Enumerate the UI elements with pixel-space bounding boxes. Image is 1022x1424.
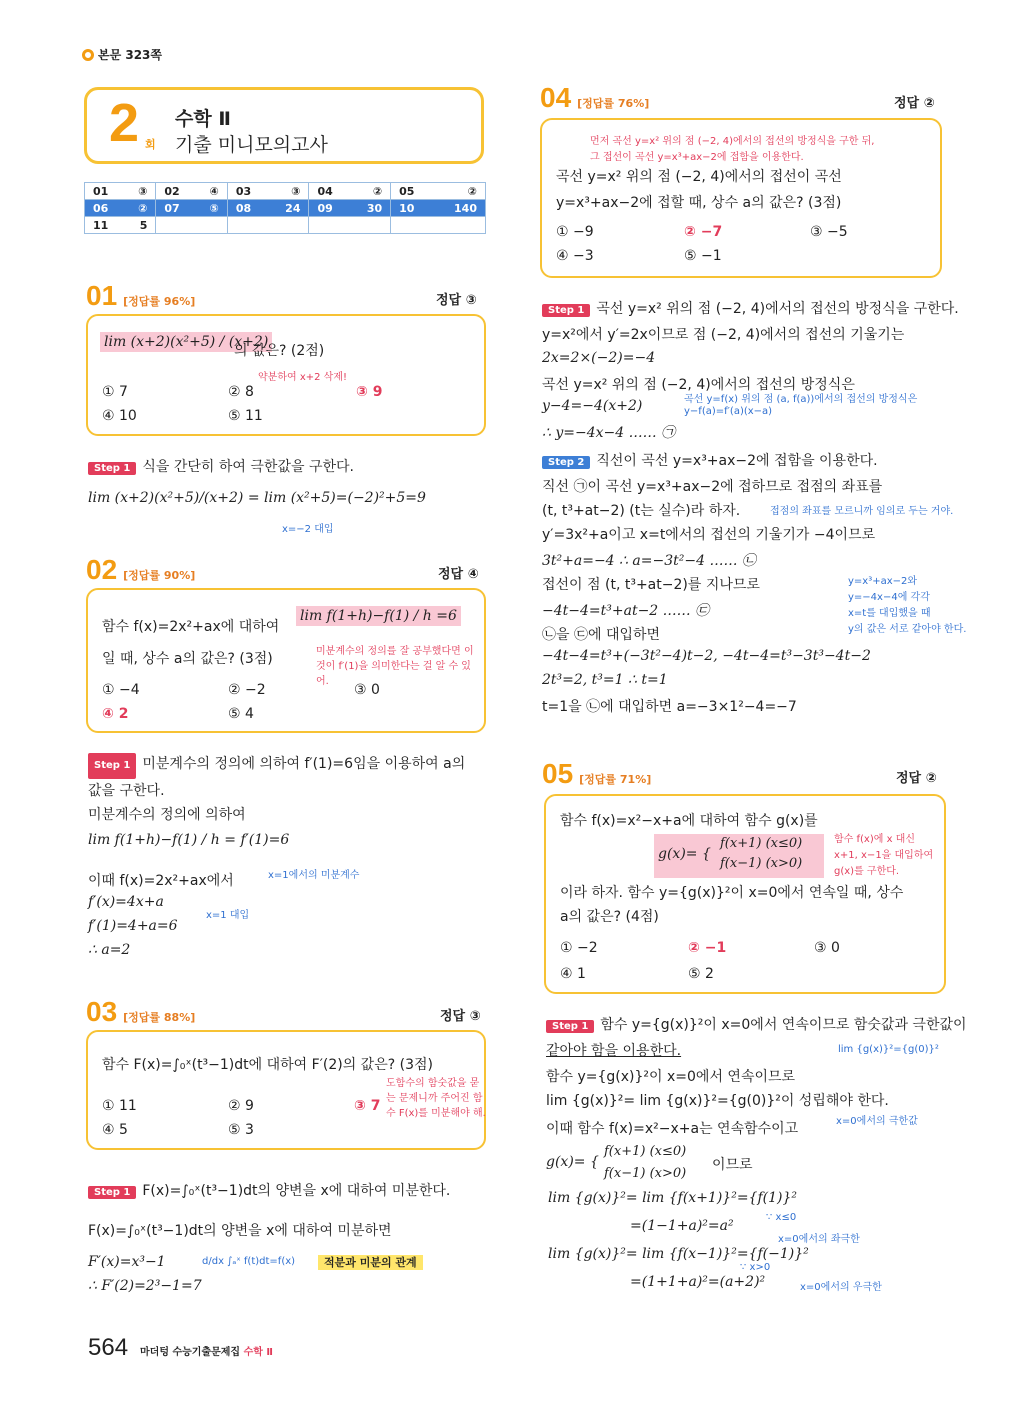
solution-line: F(x)=∫₀ˣ(t³−1)dt의 양변을 x에 대하여 미분하면 bbox=[88, 1223, 392, 1239]
limit-expression: lim f(1+h)−f(1) / h =6 bbox=[296, 606, 461, 626]
solution-line: 2x=2×(−2)=−4 bbox=[542, 350, 656, 366]
page-reference bbox=[82, 46, 162, 63]
step-heading: Step 1 미분계수의 정의에 의하여 f′(1)=6임을 이용하여 a의 값을 구한다. bbox=[88, 752, 478, 803]
answer-label: 정답 ③ bbox=[436, 293, 477, 308]
solution-line: y−4=−4(x+2) bbox=[542, 398, 643, 414]
answer-cell: 01 ③ bbox=[85, 183, 156, 200]
step-heading: Step 1 곡선 y=x² 위의 점 (−2, 4)에서의 접선의 방정식을 구한다. bbox=[542, 298, 959, 318]
answer-cell bbox=[156, 217, 227, 234]
solution-note: 접점의 좌표를 모르니까 임의로 두는 거야. bbox=[770, 506, 954, 517]
question-box-02 bbox=[86, 588, 486, 733]
question-text: 곡선 y=x² 위의 점 (−2, 4)에서의 접선이 곡선 bbox=[556, 169, 842, 185]
hint-note: 함수 f(x)에 x 대신 bbox=[834, 834, 915, 845]
option[interactable]: ③ −5 bbox=[810, 224, 848, 240]
limit-expression: lim (x+2)(x²+5) / (x+2) bbox=[100, 332, 272, 352]
solution-note: lim {g(x)}²={g(0)}² bbox=[838, 1044, 939, 1055]
step-badge: Step 1 bbox=[88, 753, 136, 779]
solution-line: 2t³=2, t³=1 ∴ t=1 bbox=[542, 672, 668, 688]
option[interactable]: ⑤ 4 bbox=[228, 706, 254, 722]
step-badge: Step 2 bbox=[542, 456, 590, 469]
solution-line: 이므로 bbox=[712, 1157, 753, 1173]
answer-cell: 10 140 bbox=[391, 200, 486, 217]
option-correct[interactable]: ② −7 bbox=[684, 224, 723, 240]
solution-line: 접선이 점 (t, t³+at−2)를 지나므로 bbox=[542, 577, 760, 593]
step-heading: Step 2 직선이 곡선 y=x³+ax−2에 접함을 이용한다. bbox=[542, 450, 878, 470]
answer-cell: 05 ② bbox=[391, 183, 486, 200]
step-badge: Step 1 bbox=[88, 462, 136, 475]
answer-table bbox=[84, 182, 486, 234]
gx-case-2: f(x−1) (x>0) bbox=[720, 856, 803, 871]
solution-line: lim f(1+h)−f(1) / h = f′(1)=6 bbox=[88, 832, 290, 848]
solution-line: ∴ F′(2)=2³−1=7 bbox=[88, 1278, 202, 1294]
solution-line: ㉡을 ㉢에 대입하면 bbox=[542, 627, 661, 643]
answer-cell bbox=[309, 217, 391, 234]
solution-note: x=0에서의 좌극한 bbox=[778, 1234, 860, 1245]
solution-line: =(1+1+a)²=(a+2)² bbox=[630, 1274, 766, 1290]
option[interactable]: ④ −3 bbox=[556, 248, 594, 264]
question-text: 함수 F(x)=∫₀ˣ(t³−1)dt에 대하여 F′(2)의 값은? (3점) bbox=[102, 1057, 433, 1073]
solution-line: F′(x)=x³−1 bbox=[88, 1254, 166, 1270]
option[interactable]: ③ 0 bbox=[354, 682, 380, 698]
solution-line: lim (x+2)(x²+5)/(x+2) = lim (x²+5)=(−2)²+5=9 bbox=[88, 490, 426, 506]
solution-line: 미분계수의 정의에 의하여 bbox=[88, 807, 246, 823]
solution-note: y=x³+ax−2와 bbox=[848, 576, 918, 587]
step-heading: Step 1 F(x)=∫₀ˣ(t³−1)dt의 양변을 x에 대하여 미분한다. bbox=[88, 1180, 450, 1200]
page-number: 564 bbox=[88, 1334, 129, 1361]
question-number: 01 bbox=[86, 280, 118, 311]
solution-line: lim {g(x)}²= lim {f(x+1)}²={f(1)}² bbox=[548, 1190, 797, 1206]
solution-note: ∵ x>0 bbox=[740, 1262, 771, 1273]
answer-cell bbox=[391, 217, 486, 234]
question-header-05: 05 [정답률 71%] bbox=[542, 758, 652, 789]
answer-label: 정답 ③ bbox=[440, 1009, 481, 1024]
answer-cell: 04 ② bbox=[309, 183, 391, 200]
solution-note: x=t를 대입했을 때 bbox=[848, 608, 931, 619]
option[interactable]: ④ 5 bbox=[102, 1122, 128, 1138]
option[interactable]: ② −2 bbox=[228, 682, 266, 698]
step-heading: Step 1 식을 간단히 하여 극한값을 구한다. bbox=[88, 456, 354, 476]
answer-cell: 11 5 bbox=[85, 217, 156, 234]
solution-note: x=1에서의 미분계수 bbox=[268, 870, 360, 881]
option[interactable]: ① 7 bbox=[102, 384, 128, 400]
hint-note: 미분계수의 정의를 잘 공부했다면 이것이 f′(1)을 의미한다는 걸 알 수 있어. bbox=[316, 646, 474, 687]
solution-line: lim {g(x)}²= lim {g(x)}²={g(0)}²이 성립해야 한다. bbox=[546, 1093, 889, 1109]
answer-label: 정답 ② bbox=[896, 771, 937, 786]
option[interactable]: ② 8 bbox=[228, 384, 254, 400]
solution-line: =(1−1+a)²=a² bbox=[630, 1218, 734, 1234]
solution-line: f′(1)=4+a=6 bbox=[88, 918, 178, 934]
solution-line: 곡선 y=x² 위의 점 (−2, 4)에서의 접선의 방정식은 bbox=[542, 377, 855, 393]
question-text: y=x³+ax−2에 접할 때, 상수 a의 값은? (3점) bbox=[556, 195, 842, 211]
hint-note: x+1, x−1을 대입하여 bbox=[834, 850, 934, 861]
solution-line: ∴ y=−4x−4 …… ㉠ bbox=[542, 425, 676, 441]
solution-note: x=0에서의 극한값 bbox=[836, 1116, 918, 1127]
question-text: a의 값은? (4점) bbox=[560, 909, 659, 925]
answer-cell: 02 ④ bbox=[156, 183, 227, 200]
step-badge: Step 1 bbox=[88, 1186, 136, 1199]
question-box-01 bbox=[86, 314, 486, 436]
solution-line: −4t−4=t³+(−3t²−4)t−2, −4t−4=t³−3t³−4t−2 bbox=[542, 648, 871, 664]
option-correct[interactable]: ③ 9 bbox=[356, 384, 383, 400]
option[interactable]: ① −4 bbox=[102, 682, 140, 698]
question-box-04 bbox=[540, 118, 942, 278]
solution-line: 함수 y={g(x)}²이 x=0에서 연속이므로 bbox=[546, 1069, 796, 1085]
option-correct[interactable]: ④ 2 bbox=[102, 706, 129, 722]
question-box-03 bbox=[86, 1030, 486, 1150]
hint-note: 먼저 곡선 y=x² 위의 점 (−2, 4)에서의 접선의 방정식을 구한 뒤, bbox=[590, 136, 875, 147]
answer-cell: 07 ⑤ bbox=[156, 200, 227, 217]
option-correct[interactable]: ② −1 bbox=[688, 940, 727, 956]
gx-definition: g(x)= { f(x+1) (x≤0) f(x−1) (x>0) bbox=[654, 834, 824, 878]
circle-bullet-icon bbox=[82, 49, 94, 61]
gx-case-2: f(x−1) (x>0) bbox=[604, 1166, 687, 1181]
solution-line: 이때 함수 f(x)=x²−x+a는 연속함수이고 bbox=[546, 1121, 799, 1137]
exam-number: 2 bbox=[109, 93, 140, 153]
solution-line: 3t²+a=−4 ∴ a=−3t²−4 …… ㉡ bbox=[542, 553, 756, 569]
correct-rate: [정답률 96%] bbox=[123, 295, 196, 308]
solution-line: t=1을 ㉡에 대입하면 a=−3×1²−4=−7 bbox=[542, 699, 797, 715]
step-heading: Step 1 함수 y={g(x)}²이 x=0에서 연속이므로 함숫값과 극한값이 bbox=[546, 1014, 967, 1034]
solution-note: x=−2 대입 bbox=[282, 524, 334, 535]
hint-note: 약분하여 x+2 삭제! bbox=[258, 372, 347, 383]
tag-integral-derivative: 적분과 미분의 관계 bbox=[318, 1254, 423, 1270]
solution-line: lim {g(x)}²= lim {f(x−1)}²={f(−1)}² bbox=[548, 1246, 809, 1262]
title-box bbox=[84, 87, 484, 164]
solution-line: 직선 ㉠이 곡선 y=x³+ax−2에 접하므로 접점의 좌표를 bbox=[542, 479, 883, 495]
answer-cell: 08 24 bbox=[227, 200, 309, 217]
solution-note: d/dx ∫ₐˣ f(t)dt=f(x) bbox=[202, 1256, 296, 1267]
answer-cell: 06 ② bbox=[85, 200, 156, 217]
solution-line: 이때 f(x)=2x²+ax에서 bbox=[88, 873, 234, 889]
question-header-04: 04 [정답률 76%] bbox=[540, 82, 650, 113]
hint-note: g(x)를 구한다. bbox=[834, 866, 900, 877]
option[interactable]: ⑤ 11 bbox=[228, 408, 263, 424]
hint-note: 도함수의 함숫값을 묻는 문제니까 주어진 함수 F(x)를 미분해야 해. bbox=[386, 1078, 486, 1119]
solution-note: y−f(a)=f′(a)(x−a) bbox=[684, 406, 773, 417]
solution-line: (t, t³+at−2) (t는 실수)라 하자. bbox=[542, 503, 741, 519]
option[interactable]: ① −9 bbox=[556, 224, 594, 240]
solution-note: y의 값은 서로 같아야 한다. bbox=[848, 624, 967, 635]
answer-cell: 09 30 bbox=[309, 200, 391, 217]
reference-text: 본문 323쪽 bbox=[98, 48, 163, 62]
option[interactable]: ⑤ −1 bbox=[684, 248, 722, 264]
option[interactable]: ④ 1 bbox=[560, 966, 586, 982]
question-box-05 bbox=[544, 794, 946, 994]
exam-hoe: 회 bbox=[145, 138, 156, 151]
solution-line: f′(x)=4x+a bbox=[88, 894, 164, 910]
step-badge: Step 1 bbox=[542, 304, 590, 317]
book-title: 마더텅 수능기출문제집 수학 Ⅱ bbox=[140, 1347, 273, 1358]
question-text: 일 때, 상수 a의 값은? (3점) bbox=[102, 651, 273, 667]
gx-case-1: f(x+1) (x≤0) bbox=[604, 1144, 687, 1159]
option[interactable]: ③ 0 bbox=[814, 940, 840, 956]
option-correct[interactable]: ③ 7 bbox=[354, 1098, 381, 1114]
question-header-01 bbox=[86, 280, 195, 312]
solution-note: ∵ x≤0 bbox=[766, 1212, 797, 1223]
option[interactable]: ④ 10 bbox=[102, 408, 137, 424]
option[interactable]: ⑤ 3 bbox=[228, 1122, 254, 1138]
solution-note: x=1 대입 bbox=[206, 910, 250, 921]
option[interactable]: ① 11 bbox=[102, 1098, 137, 1114]
hint-note: 그 접선이 곡선 y=x³+ax−2에 접함을 이용한다. bbox=[590, 152, 804, 163]
option[interactable]: ① −2 bbox=[560, 940, 598, 956]
gx-case-1: f(x+1) (x≤0) bbox=[720, 836, 803, 851]
option[interactable]: ② 9 bbox=[228, 1098, 254, 1114]
question-text: 함수 f(x)=2x²+ax에 대하여 bbox=[102, 619, 280, 635]
solution-line: ∴ a=2 bbox=[88, 942, 131, 958]
subject-title: 수학 Ⅱ bbox=[175, 108, 231, 130]
exam-title: 기출 미니모의고사 bbox=[175, 134, 328, 156]
solution-line: y′=3x²+a이고 x=t에서의 접선의 기울기가 −4이므로 bbox=[542, 527, 876, 543]
question-header-02: 02 [정답률 90%] bbox=[86, 554, 196, 585]
solution-note: x=0에서의 우극한 bbox=[800, 1282, 882, 1293]
answer-label: 정답 ④ bbox=[438, 567, 479, 582]
question-header-03: 03 [정답률 88%] bbox=[86, 996, 196, 1027]
solution-line: y=x²에서 y′=2x이므로 점 (−2, 4)에서의 접선의 기울기는 bbox=[542, 327, 905, 343]
question-text: 의 값은? (2점) bbox=[234, 343, 325, 359]
solution-note: 곡선 y=f(x) 위의 점 (a, f(a))에서의 접선의 방정식은 bbox=[684, 394, 918, 405]
step-badge: Step 1 bbox=[546, 1020, 594, 1033]
question-text: 함수 f(x)=x²−x+a에 대하여 함수 g(x)를 bbox=[560, 813, 818, 829]
solution-note: y=−4x−4에 각각 bbox=[848, 592, 930, 603]
answer-label: 정답 ② bbox=[894, 96, 935, 111]
option[interactable]: ⑤ 2 bbox=[688, 966, 714, 982]
step-heading-cont: 같아야 함을 이용한다. bbox=[546, 1043, 682, 1059]
answer-cell bbox=[227, 217, 309, 234]
answer-cell: 03 ③ bbox=[227, 183, 309, 200]
question-text: 이라 하자. 함수 y={g(x)}²이 x=0에서 연속일 때, 상수 bbox=[560, 885, 904, 901]
solution-line: −4t−4=t³+at−2 …… ㉢ bbox=[542, 603, 710, 619]
